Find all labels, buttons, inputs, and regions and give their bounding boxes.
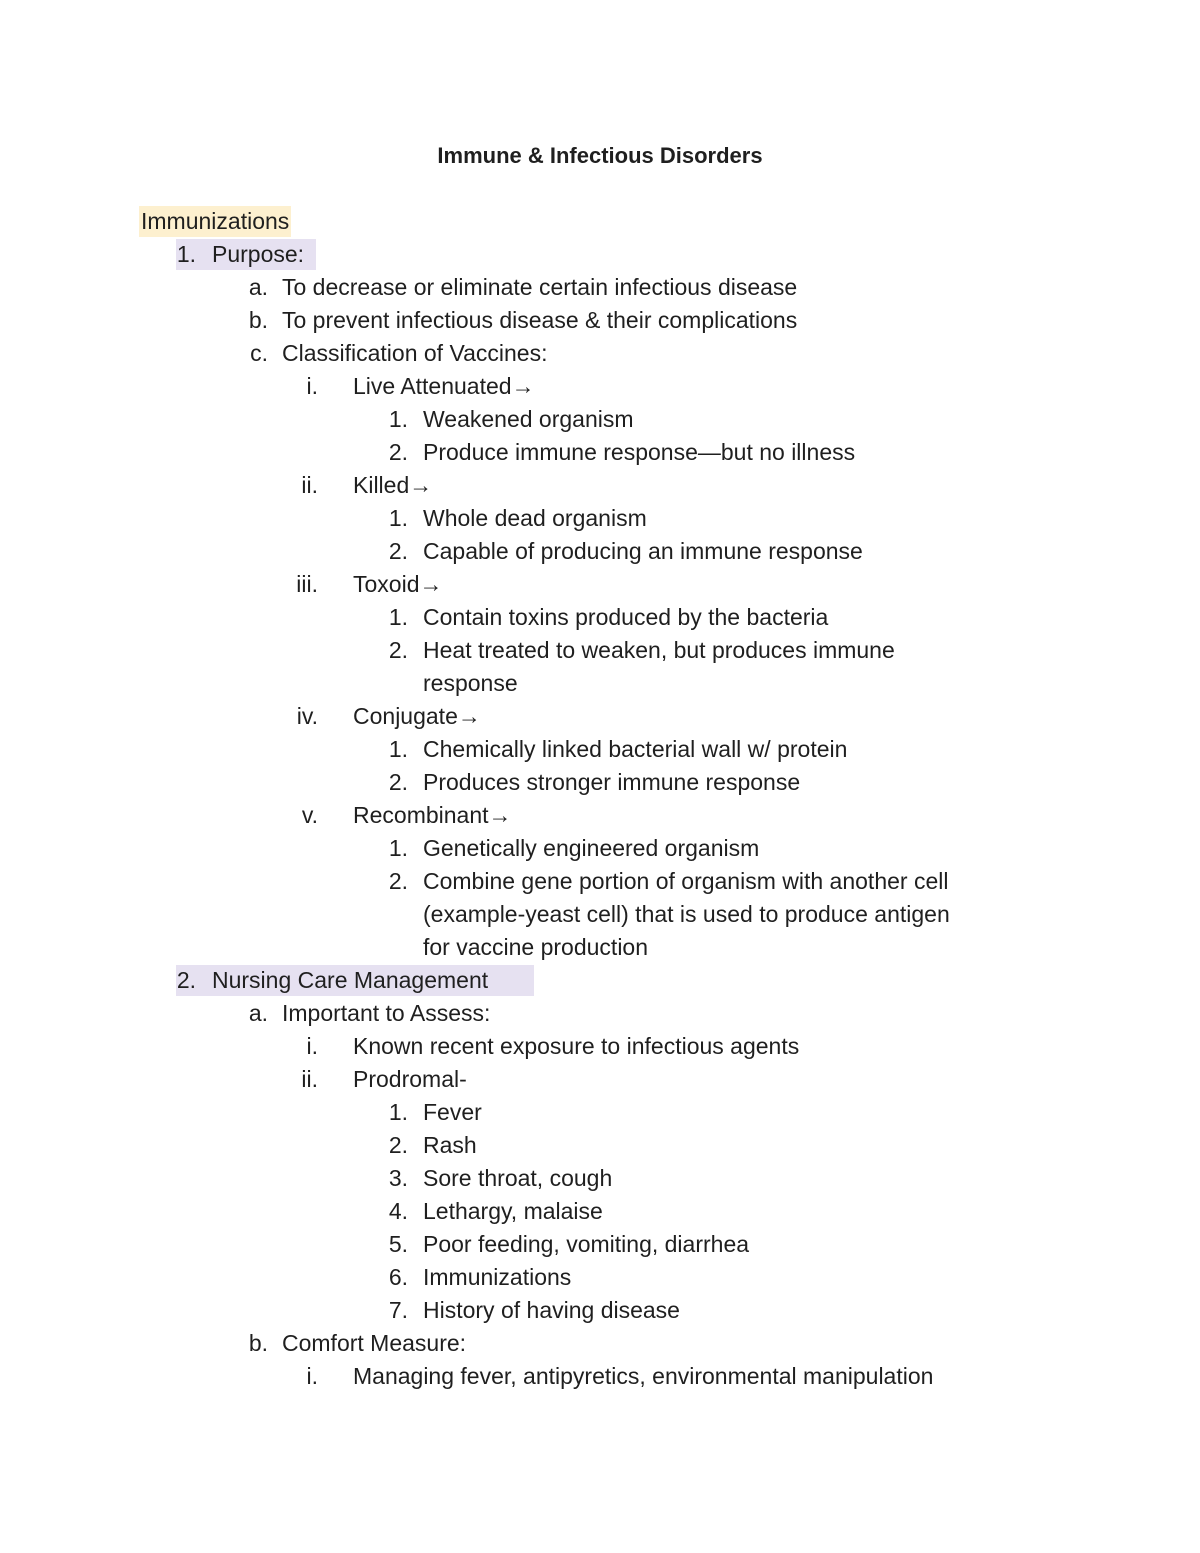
list-marker: i.: [306, 373, 318, 399]
list-item-text: Poor feeding, vomiting, diarrhea: [423, 1231, 750, 1257]
list-marker: 6.: [388, 1264, 408, 1290]
list-marker: 1.: [388, 604, 408, 630]
list-item-text: Immunizations: [423, 1264, 572, 1290]
list-item-text: Conjugate→: [353, 703, 481, 729]
list-marker: iv.: [296, 703, 318, 729]
list-item-text: Killed→: [353, 472, 433, 498]
list-item-text: Classification of Vaccines:: [282, 340, 548, 366]
list-marker: 1.: [388, 505, 408, 531]
list-item-text: for vaccine production: [423, 934, 649, 960]
list-marker: 1.: [388, 406, 408, 432]
list-marker: 7.: [388, 1297, 408, 1323]
list-marker: 4.: [388, 1198, 408, 1224]
list-item-text: Toxoid→: [353, 571, 443, 597]
list-item-text: Combine gene portion of organism with another cell: [423, 868, 949, 894]
list-marker: c.: [250, 340, 268, 366]
list-item-text: Managing fever, antipyretics, environmental manipulation: [353, 1363, 934, 1389]
list-marker: i.: [306, 1363, 318, 1389]
list-item-text: response: [423, 670, 518, 696]
list-marker: b.: [248, 1330, 268, 1356]
list-item-text: History of having disease: [423, 1297, 680, 1323]
list-item-text: Contain toxins produced by the bacteria: [423, 604, 829, 630]
list-item-text: Recombinant→: [353, 802, 512, 828]
document-title: Immune & Infectious Disorders: [437, 143, 763, 168]
list-marker: a.: [248, 274, 268, 300]
list-item-text: Rash: [423, 1132, 477, 1158]
list-marker: 2.: [388, 1132, 408, 1158]
list-marker: v.: [301, 802, 318, 828]
list-item-text: Weakened organism: [423, 406, 634, 432]
list-marker: 3.: [388, 1165, 408, 1191]
list-item-text: Sore throat, cough: [423, 1165, 613, 1191]
list-marker: 5.: [388, 1231, 408, 1257]
list-item-text: Prodromal-: [353, 1066, 467, 1092]
list-marker: 1.: [176, 241, 196, 267]
list-item-label: Purpose:: [212, 241, 305, 267]
section-heading-immunizations: Immunizations: [139, 206, 291, 237]
list-item-text: Produces stronger immune response: [423, 769, 801, 795]
list-marker: a.: [248, 1000, 268, 1026]
list-marker: 1.: [388, 1099, 408, 1125]
list-marker: 2.: [388, 439, 408, 465]
list-marker: 2.: [388, 868, 408, 894]
list-item-text: Live Attenuated→: [353, 373, 535, 399]
list-item-text: (example-yeast cell) that is used to produce antigen: [423, 901, 950, 927]
list-item-text: Whole dead organism: [423, 505, 647, 531]
list-marker: 2.: [388, 637, 408, 663]
list-marker: 1.: [388, 736, 408, 762]
list-item-text: To prevent infectious disease & their complications: [282, 307, 798, 333]
list-item-text: Capable of producing an immune response: [423, 538, 863, 564]
list-marker: 2.: [388, 769, 408, 795]
list-item-text: Genetically engineered organism: [423, 835, 760, 861]
list-item-label: Nursing Care Management: [212, 967, 489, 993]
list-marker: iii.: [296, 571, 318, 597]
list-item-text: Important to Assess:: [282, 1000, 491, 1026]
list-marker: ii.: [301, 1066, 318, 1092]
list-item-text: Chemically linked bacterial wall w/ protein: [423, 736, 848, 762]
list-item-text: To decrease or eliminate certain infectious disease: [282, 274, 798, 300]
list-marker: b.: [248, 307, 268, 333]
list-marker: 1.: [388, 835, 408, 861]
list-item-text: Produce immune response—but no illness: [423, 439, 856, 465]
list-item-text: Known recent exposure to infectious agents: [353, 1033, 800, 1059]
list-item-text: Heat treated to weaken, but produces immune: [423, 637, 895, 663]
list-item-text: Fever: [423, 1099, 482, 1125]
list-item-text: Lethargy, malaise: [423, 1198, 603, 1224]
list-marker: 2.: [176, 967, 196, 993]
list-item-text: Comfort Measure:: [282, 1330, 467, 1356]
list-marker: 2.: [388, 538, 408, 564]
list-marker: ii.: [301, 472, 318, 498]
list-marker: i.: [306, 1033, 318, 1059]
